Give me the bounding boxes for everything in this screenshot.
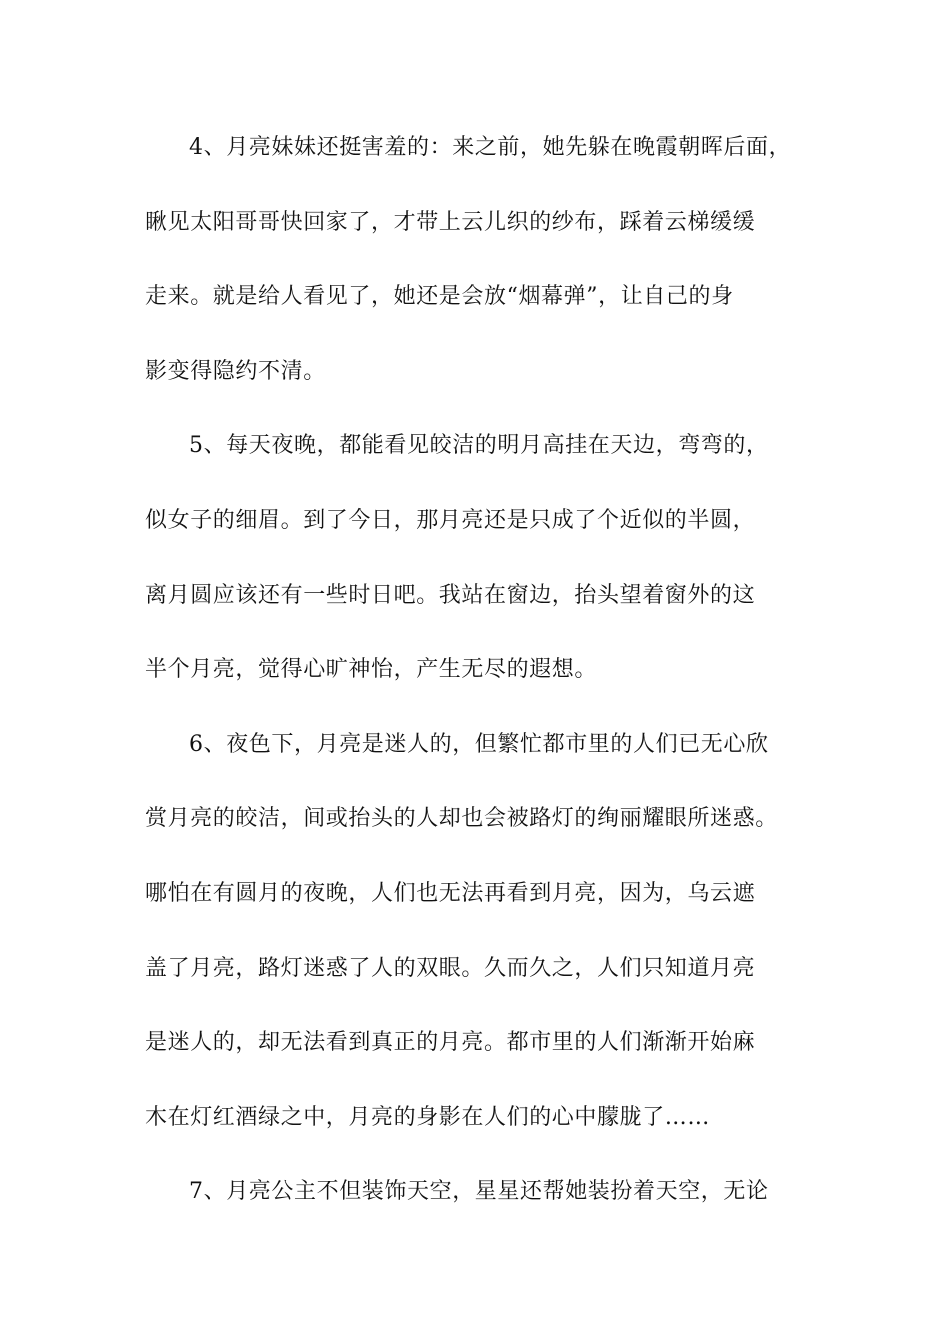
paragraph-5-line-3: 离月圆应该还有一些时日吧。我站在窗边，抬头望着窗外的这 — [145, 582, 756, 608]
paragraph-4-line-1: 4、月亮妹妹还挺害羞的：来之前，她先躲在晚霞朝晖后面， — [189, 135, 792, 160]
paragraph-5-line-1: 5、每天夜晚，都能看见皎洁的明月高挂在天边，弯弯的， — [189, 433, 769, 459]
paragraph-6-line-2: 赏月亮的皎洁，间或抬头的人却也会被路灯的绚丽耀眼所迷惑。 — [145, 806, 778, 832]
paragraph-4-line-2: 瞅见太阳哥哥快回家了，才带上云儿织的纱布，踩着云梯缓缓 — [145, 209, 756, 235]
paragraph-5-line-4: 半个月亮，觉得心旷神怡，产生无尽的遐想。 — [145, 657, 598, 683]
paragraph-4-line-4: 影变得隐约不清。 — [145, 358, 326, 384]
document-body — [145, 126, 845, 1245]
paragraph-6-line-3: 哪怕在有圆月的夜晚，人们也无法再看到月亮，因为，乌云遮 — [145, 880, 756, 906]
paragraph-6-line-1: 6、夜色下，月亮是迷人的，但繁忙都市里的人们已无心欣 — [189, 731, 769, 757]
paragraph-6-line-5: 是迷人的，却无法看到真正的月亮。都市里的人们渐渐开始麻 — [145, 1030, 756, 1056]
paragraph-6-line-4: 盖了月亮，路灯迷惑了人的双眼。久而久之，人们只知道月亮 — [145, 955, 756, 981]
paragraph-6-line-6: 木在灯红酒绿之中，月亮的身影在人们的心中朦胧了…… — [145, 1104, 711, 1130]
paragraph-4-line-3: 走来。就是给人看见了，她还是会放“烟幕弹”，让自己的身 — [145, 284, 734, 310]
paragraph-5-line-2: 似女子的细眉。到了今日，那月亮还是只成了个近似的半圆， — [145, 507, 756, 533]
paragraph-7-line-1: 7、月亮公主不但装饰天空，星星还帮她装扮着天空，无论 — [189, 1179, 769, 1205]
